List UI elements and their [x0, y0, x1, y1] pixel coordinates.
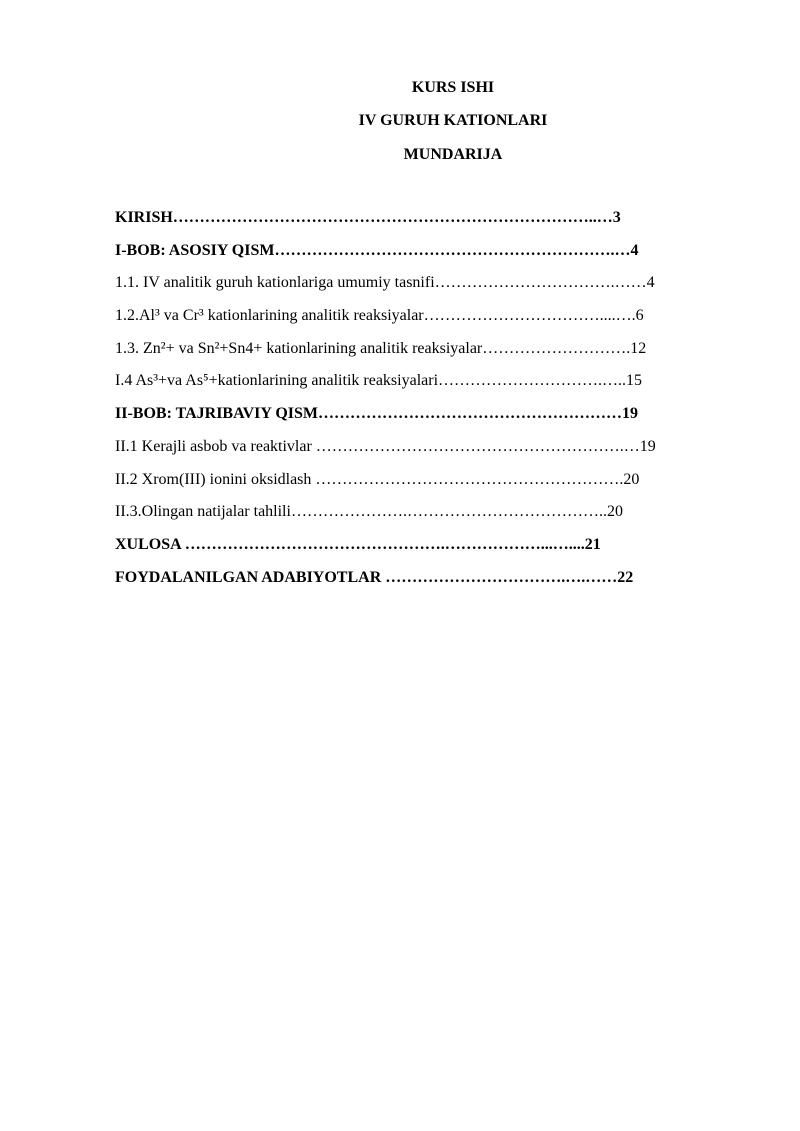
toc-entry-references: FOYDALANILGAN ADABIYOTLAR …………………………….….……22 [115, 568, 634, 586]
toc-entry-section-2-2: II.2 Xrom(III) ionini oksidlash ………………………………………………….20 [115, 470, 640, 488]
toc-entry-section-2-3: II.3.Olingan natijalar tahlili………………….………………………………..20 [115, 503, 623, 521]
toc-entry-section-1-1: 1.1. IV analitik guruh kationlariga umumiy tasnifi…………………………….……4 [115, 274, 655, 292]
table-of-contents [115, 207, 745, 599]
toc-entry-chapter-1: I-BOB: ASOSIY QISM……………………………………………………….…4 [115, 241, 639, 259]
toc-entry-section-1-2: 1.2.Al³ va Cr³ kationlarining analitik reaksiyalar……………………………....….6 [115, 307, 644, 325]
toc-entry-xulosa: XULOSA ………………………………………….………………...…....21 [115, 535, 601, 553]
toc-entry-section-2-1: II.1 Kerajli asbob va reaktivlar ………………………………………………….…19 [115, 437, 656, 455]
toc-entry-section-1-3: 1.3. Zn²+ va Sn²+Sn4+ kationlarining analitik reaksiyalar……………………….12 [115, 339, 647, 357]
toc-entry-chapter-2: II-BOB: TAJRIBAVIY QISM…………………………………………………19 [115, 405, 639, 423]
toc-entry-section-1-4: I.4 As³+va As⁵+kationlarining analitik reaksiyalari………………………….…..15 [115, 372, 643, 390]
toc-entry-kirish: KIRISH……………………………………………………………………..…3 [115, 209, 621, 226]
course-work-title: KURS ISHI [411, 79, 495, 96]
topic-title: IV GURUH KATIONLARI [358, 112, 548, 129]
table-of-contents-title: MUNDARIJA [403, 146, 503, 163]
